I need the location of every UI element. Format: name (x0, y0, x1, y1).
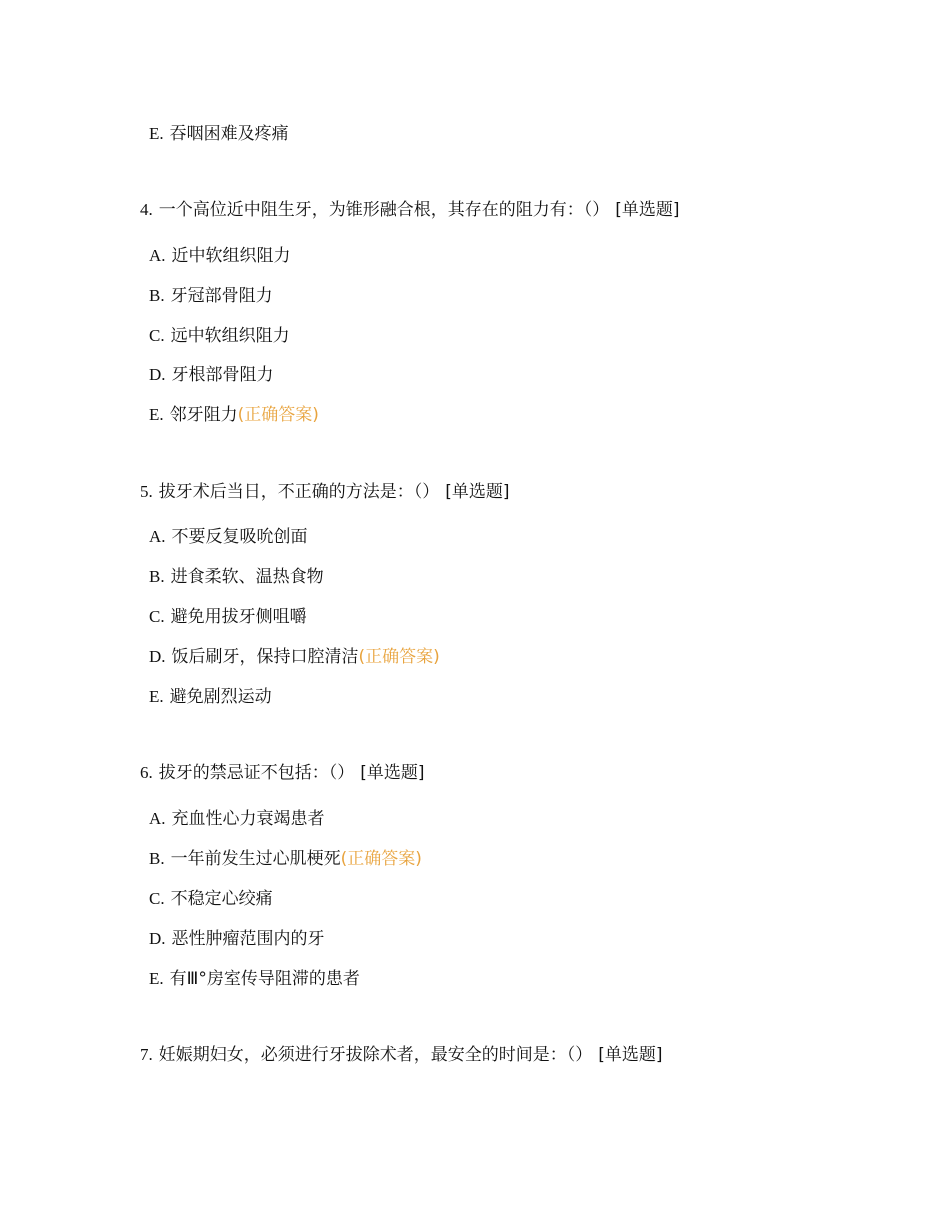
question-6: 6. 拔牙的禁忌证不包括：（） [单选题] (140, 763, 425, 783)
question-type: [单选题] (598, 1045, 663, 1065)
option-text: 避免用拔牙侧咀嚼 (170, 607, 307, 627)
option-4-a: A. 近中软组织阻力 (149, 246, 291, 266)
option-4-b: B. 牙冠部骨阻力 (149, 286, 273, 306)
option-letter: C (149, 326, 161, 345)
question-text: 妊娠期妇女，必须进行牙拔除术者，最安全的时间是：（） (158, 1045, 593, 1065)
option-text: 一年前发生过心肌梗死 (170, 849, 341, 869)
option-3-e: E. 吞咽困难及疼痛 (149, 124, 289, 144)
option-letter: E (149, 405, 160, 424)
option-6-c: C. 不稳定心绞痛 (149, 889, 273, 909)
option-letter: B (149, 849, 161, 868)
option-text: 远中软组织阻力 (170, 326, 290, 346)
option-4-d: D. 牙根部骨阻力 (149, 365, 274, 385)
option-letter: D (149, 929, 162, 948)
option-5-d: D. 饭后刷牙，保持口腔清洁(正确答案) (149, 647, 440, 667)
option-text: 邻牙阻力 (169, 405, 238, 425)
question-type: [单选题] (360, 763, 425, 783)
option-letter: C (149, 889, 161, 908)
option-letter: B (149, 286, 161, 305)
option-letter: A (149, 809, 162, 828)
option-6-d: D. 恶性肿瘤范围内的牙 (149, 929, 325, 949)
correct-answer-tag: (正确答案) (358, 647, 440, 667)
option-letter: C (149, 607, 161, 626)
question-number: 4 (140, 200, 149, 219)
question-number: 7 (140, 1045, 149, 1064)
option-text: 牙冠部骨阻力 (170, 286, 273, 306)
option-6-a: A. 充血性心力衰竭患者 (149, 809, 325, 829)
question-text: 拔牙术后当日，不正确的方法是：（） (158, 482, 440, 502)
option-letter: E (149, 687, 160, 706)
option-text: 充血性心力衰竭患者 (171, 809, 325, 829)
question-number: 5 (140, 482, 149, 501)
correct-answer-tag: (正确答案) (237, 405, 319, 425)
question-type: [单选题] (615, 200, 680, 220)
option-5-a: A. 不要反复吸吮创面 (149, 527, 308, 547)
option-6-e: E. 有Ⅲ°房室传导阻滞的患者 (149, 969, 360, 989)
question-number: 6 (140, 763, 149, 782)
question-text: 拔牙的禁忌证不包括：（） (158, 763, 355, 783)
option-4-e: E. 邻牙阻力(正确答案) (149, 405, 319, 425)
option-text: 不要反复吸吮创面 (171, 527, 308, 547)
question-4: 4. 一个高位近中阻生牙，为锥形融合根，其存在的阻力有：（） [单选题] (140, 200, 680, 220)
option-text: 避免剧烈运动 (169, 687, 272, 707)
question-5: 5. 拔牙术后当日，不正确的方法是：（） [单选题] (140, 482, 510, 502)
option-6-b: B. 一年前发生过心肌梗死(正确答案) (149, 849, 422, 869)
option-text: 进食柔软、温热食物 (170, 567, 324, 587)
option-letter: E (149, 124, 160, 143)
option-letter: E (149, 969, 160, 988)
option-text: 吞咽困难及疼痛 (169, 124, 289, 144)
option-letter: D (149, 647, 162, 666)
option-text: 饭后刷牙，保持口腔清洁 (171, 647, 359, 667)
option-letter: B (149, 567, 161, 586)
option-5-c: C. 避免用拔牙侧咀嚼 (149, 607, 307, 627)
question-7: 7. 妊娠期妇女，必须进行牙拔除术者，最安全的时间是：（） [单选题] (140, 1045, 663, 1065)
option-letter: A (149, 246, 162, 265)
option-text: 近中软组织阻力 (171, 246, 291, 266)
option-text: 牙根部骨阻力 (171, 365, 274, 385)
option-text: 有Ⅲ°房室传导阻滞的患者 (169, 969, 360, 989)
option-text: 不稳定心绞痛 (170, 889, 273, 909)
correct-answer-tag: (正确答案) (340, 849, 422, 869)
option-4-c: C. 远中软组织阻力 (149, 326, 290, 346)
option-text: 恶性肿瘤范围内的牙 (171, 929, 325, 949)
option-5-e: E. 避免剧烈运动 (149, 687, 272, 707)
question-text: 一个高位近中阻生牙，为锥形融合根，其存在的阻力有：（） (158, 200, 610, 220)
option-letter: A (149, 527, 162, 546)
question-type: [单选题] (445, 482, 510, 502)
option-letter: D (149, 365, 162, 384)
option-5-b: B. 进食柔软、温热食物 (149, 567, 324, 587)
